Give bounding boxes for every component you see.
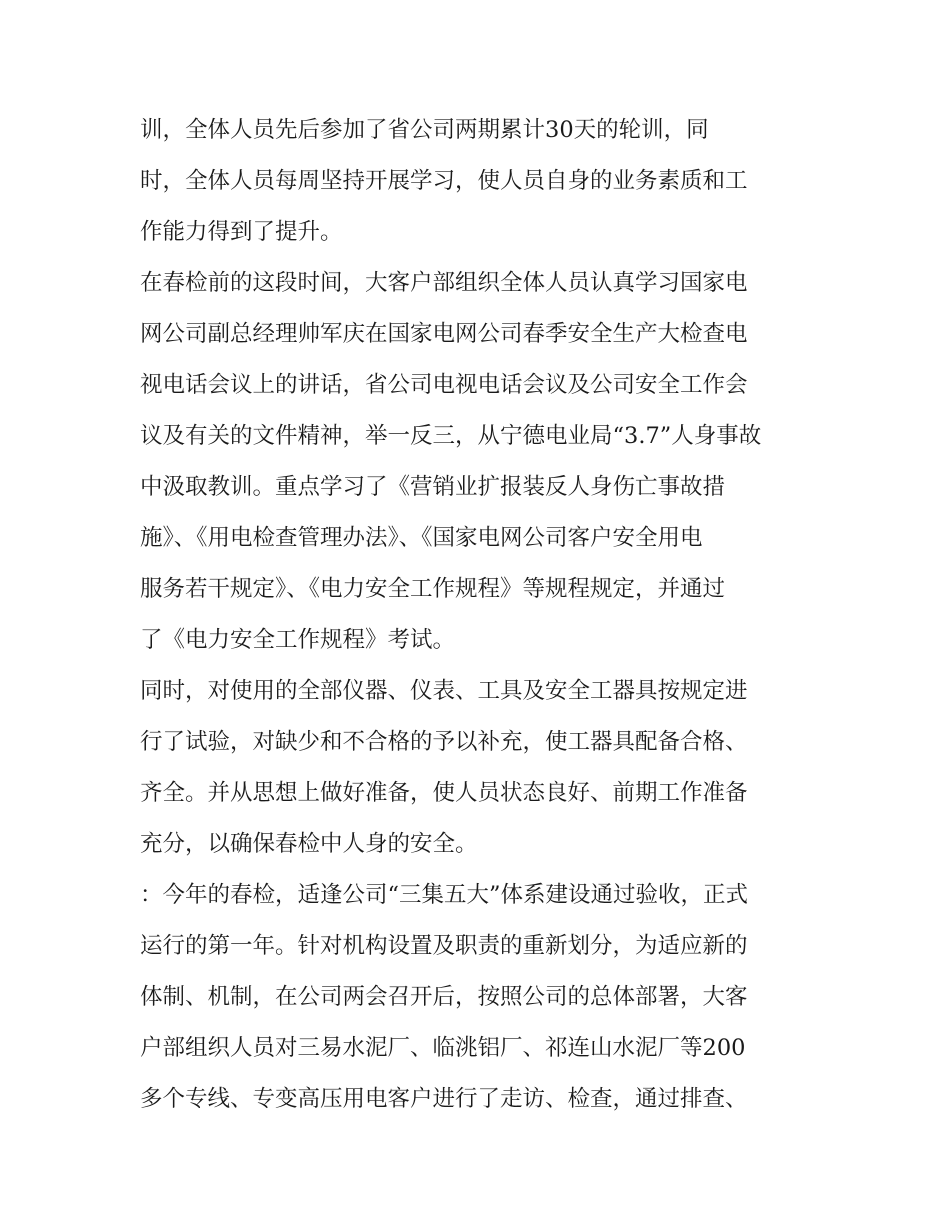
text-line: ：今年的春检，适逢公司“三集五大”体系建设通过验收，正式 [140, 882, 749, 908]
text-line: 作能力得到了提升。 [140, 219, 343, 245]
text-line: 多个专线、专变高压用电客户进行了走访、检查，通过排查、 [140, 1086, 748, 1112]
text-line: 行了试验，对缺少和不合格的予以补充，使工器具配备合格、 [140, 729, 748, 755]
text-line: 充分，以确保春检中人身的安全。 [140, 831, 478, 857]
text-line: 户部组织人员对三易水泥厂、临洮铝厂、祁连山水泥厂等200 [140, 1035, 746, 1061]
text-line: 了《电力安全工作规程》考试。 [140, 627, 456, 653]
text-line: 同时，对使用的全部仪器、仪表、工具及安全工器具按规定进 [140, 678, 748, 704]
text-line: 运行的第一年。针对机构设置及职责的重新划分，为适应新的 [140, 933, 748, 959]
body-text [140, 105, 820, 1125]
text-line: 中汲取教训。重点学习了《营销业扩报装反人身伤亡事故措 [140, 474, 726, 500]
text-line: 视电话会议上的讲话，省公司电视电话会议及公司安全工作会 [140, 372, 748, 398]
text-line: 施》、《用电检查管理办法》、《国家电网公司客户安全用电 [140, 525, 703, 551]
text-line: 在春检前的这段时间，大客户部组织全体人员认真学习国家电 [140, 270, 748, 296]
text-line: 网公司副总经理帅军庆在国家电网公司春季安全生产大检查电 [140, 321, 748, 347]
text-line: 体制、机制，在公司两会召开后，按照公司的总体部署，大客 [140, 984, 748, 1010]
text-line: 服务若干规定》、《电力安全工作规程》等规程规定，并通过 [140, 576, 726, 602]
text-line: 时，全体人员每周坚持开展学习，使人员自身的业务素质和工 [140, 168, 748, 194]
text-line: 训，全体人员先后参加了省公司两期累计30天的轮训，同 [140, 117, 709, 143]
text-line: 齐全。并从思想上做好准备，使人员状态良好、前期工作准备 [140, 780, 748, 806]
text-line: 议及有关的文件精神，举一反三，从宁德电业局“3.7”人身事故 [140, 423, 762, 449]
